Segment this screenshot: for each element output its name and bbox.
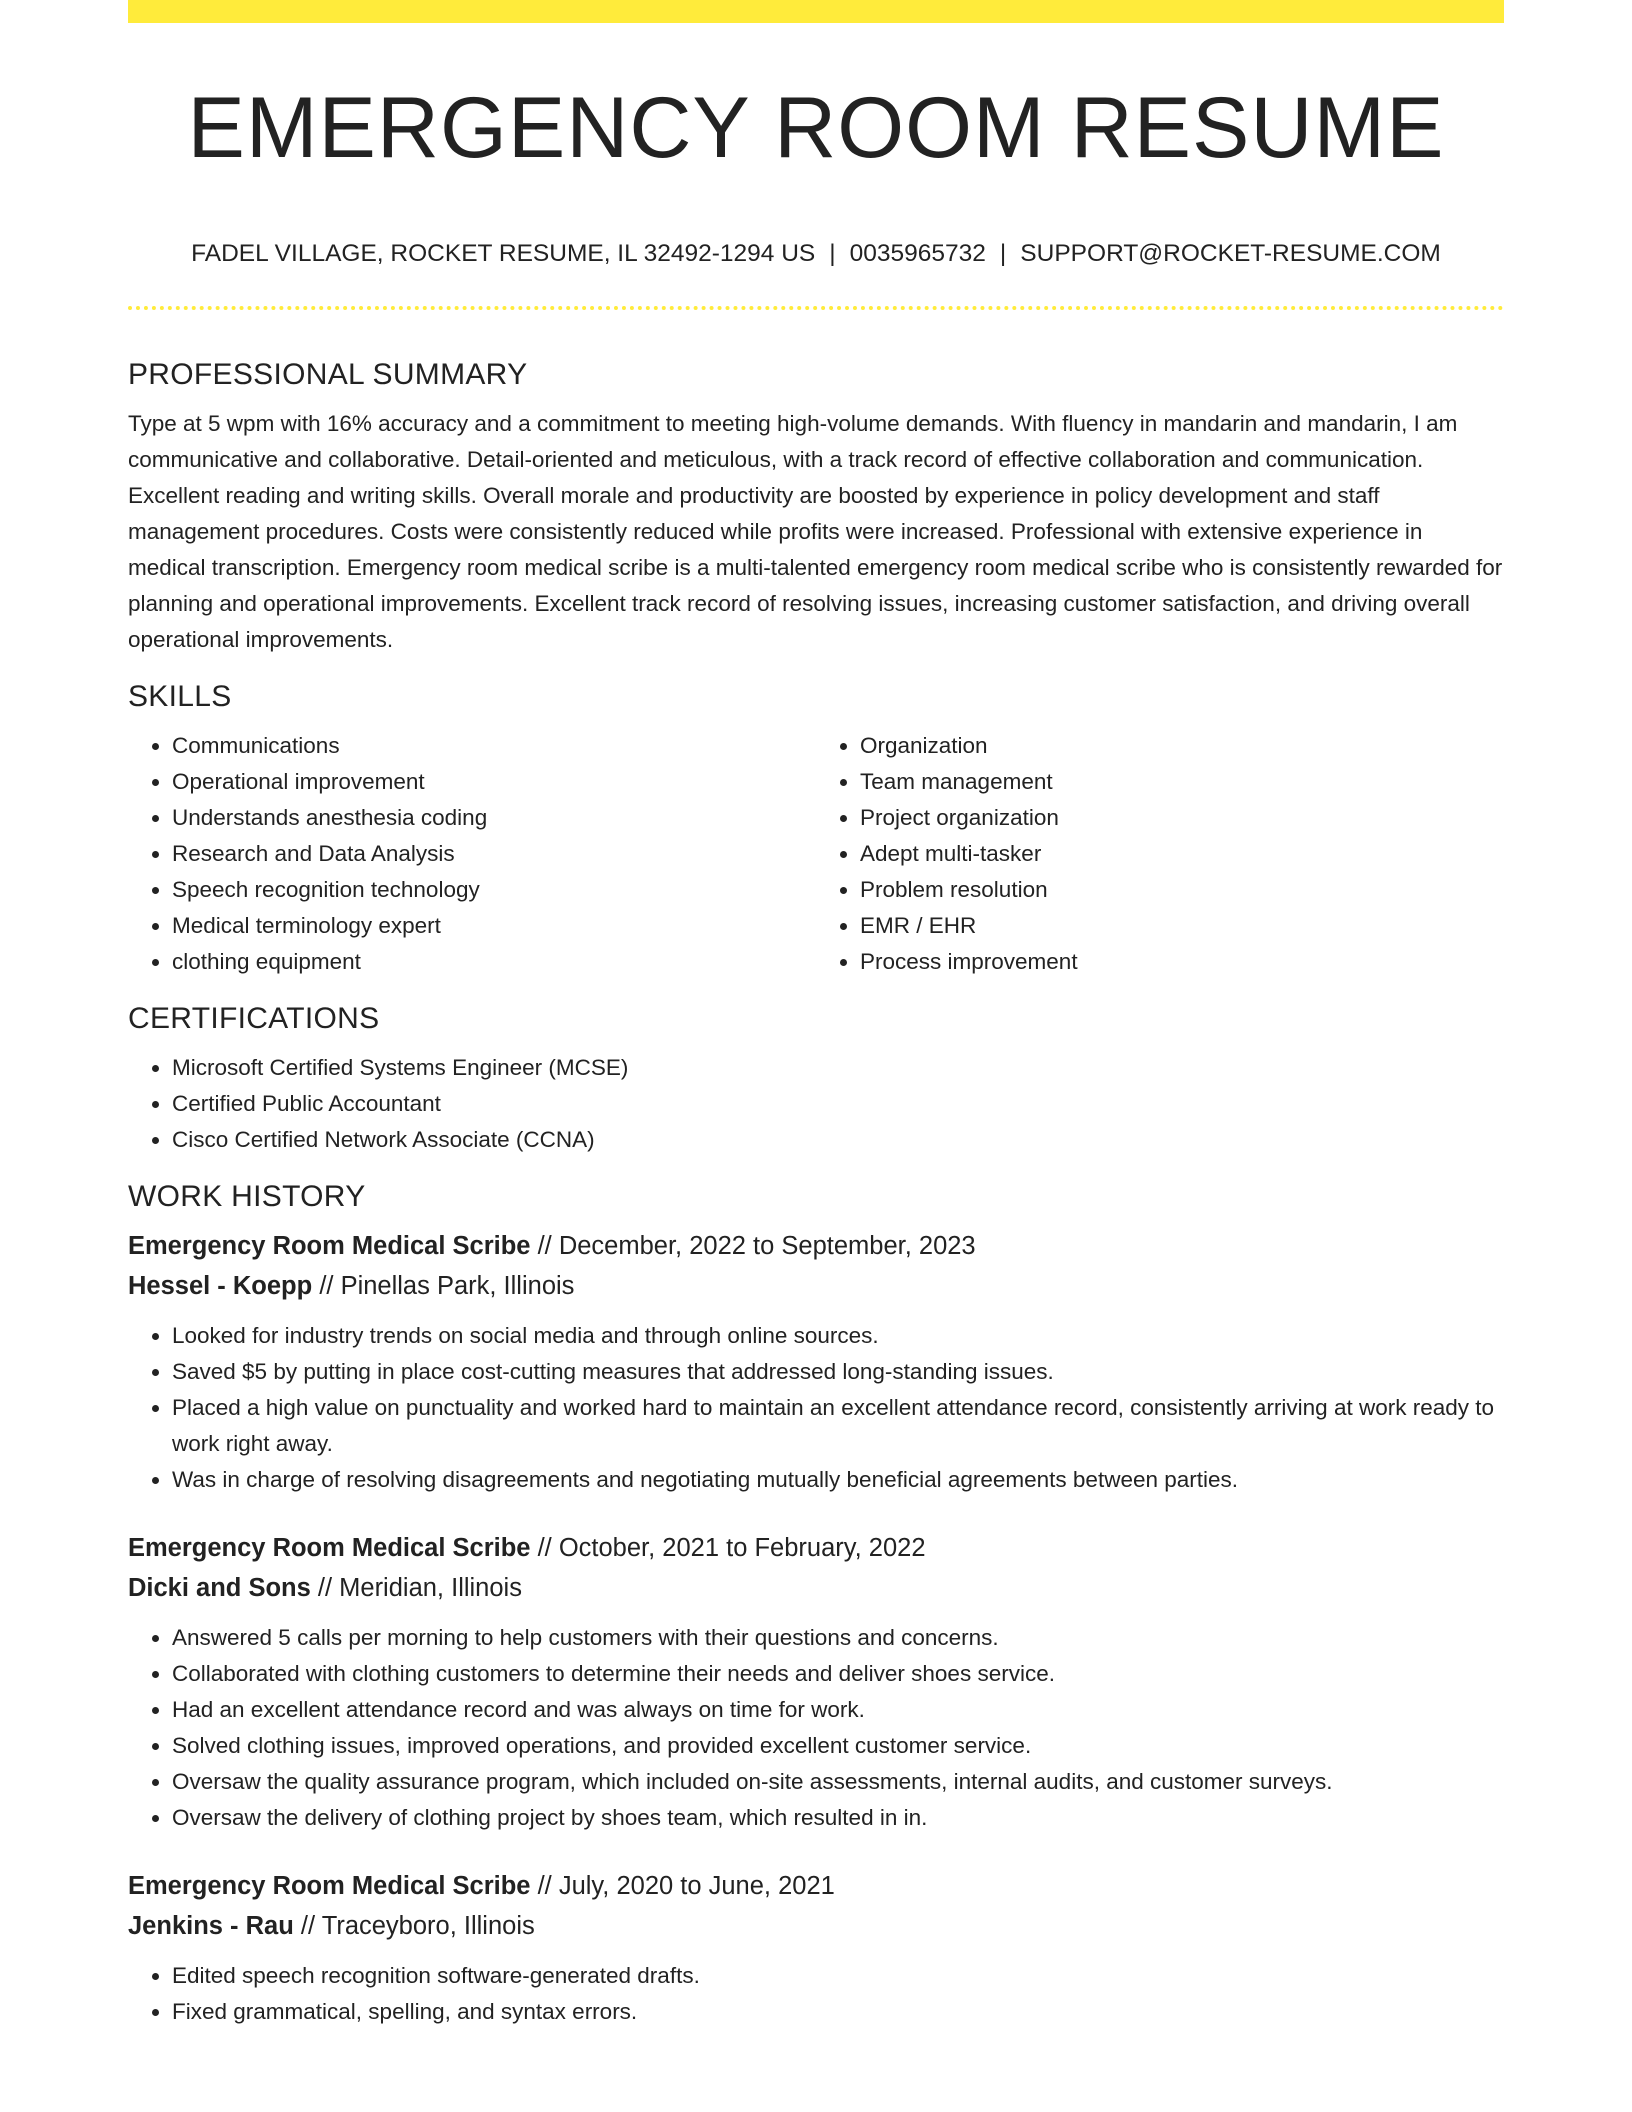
certification-item: • Cisco Certified Network Associate (CCNA) <box>172 1122 1504 1158</box>
job-bullets <box>128 1620 1504 1836</box>
job-dates: // December, 2022 to September, 2023 <box>537 1232 976 1260</box>
skills-heading: SKILLS <box>128 680 232 713</box>
certifications-section <box>128 994 1504 1158</box>
job-company-line <box>128 1568 1504 1608</box>
job-bullet: • Placed a high value on punctuality and worked hard to maintain an excellent attendance record, consistently arriving at work ready to work right away. <box>172 1390 1504 1462</box>
job-company: Dicki and Sons <box>128 1574 311 1602</box>
skill-item: • Operational improvement <box>172 764 816 800</box>
skill-item: • Problem resolution <box>860 872 1504 908</box>
job-title: Emergency Room Medical Scribe <box>128 1534 531 1562</box>
job-bullet: • Oversaw the quality assurance program, which included on-site assessments, internal audits, and customer surveys. <box>172 1764 1504 1800</box>
certifications-list <box>128 1050 1504 1158</box>
skill-item: • clothing equipment <box>172 944 816 980</box>
skills-list-right <box>816 728 1504 980</box>
job-title-line <box>128 1866 1504 1906</box>
job-location: // Pinellas Park, Illinois <box>319 1272 575 1300</box>
job-title: Emergency Room Medical Scribe <box>128 1232 531 1260</box>
job-dates: // October, 2021 to February, 2022 <box>537 1534 926 1562</box>
skill-item: • Medical terminology expert <box>172 908 816 944</box>
summary-text: Type at 5 wpm with 16% accuracy and a commitment to meeting high-volume demands. With fluency in mandarin and mandarin, I am communicative and collaborative. Detail-oriented and meticulous, with a track record of effective collaboration and communication. Excellent reading and writing skills. Overall morale and productivity are boosted by experience in policy development and staff management procedures. Costs were consistently reduced while profits were increased. Professional with extensive experience in medical transcription. Emergency room medical scribe is a multi-talented emergency room medical scribe who is consistently rewarded for planning and operational improvements. Excellent track record of resolving issues, increasing customer satisfaction, and driving overall operational improvements. <box>128 411 1503 652</box>
skill-item: • Adept multi-tasker <box>860 836 1504 872</box>
contact-separator: | <box>999 240 1007 267</box>
contact-separator: | <box>829 240 836 267</box>
certification-item: • Microsoft Certified Systems Engineer (MCSE) <box>172 1050 1504 1086</box>
skills-section <box>128 672 1504 980</box>
job-bullets <box>128 1958 1504 2030</box>
work-history-heading: WORK HISTORY <box>128 1180 366 1213</box>
job-entry <box>128 1528 1504 1836</box>
job-bullets <box>128 1318 1504 1498</box>
contact-address: FADEL VILLAGE, ROCKET RESUME, IL 32492-1294 US <box>191 240 816 267</box>
job-title: Emergency Room Medical Scribe <box>128 1872 531 1900</box>
job-title-line <box>128 1226 1504 1266</box>
skills-list-left <box>128 728 816 980</box>
skill-item: • Understands anesthesia coding <box>172 800 816 836</box>
skill-item: • Communications <box>172 728 816 764</box>
job-company: Hessel - Koepp <box>128 1272 313 1300</box>
summary-heading: PROFESSIONAL SUMMARY <box>128 358 528 391</box>
skill-item: • EMR / EHR <box>860 908 1504 944</box>
top-accent-bar <box>128 0 1504 23</box>
job-dates: // July, 2020 to June, 2021 <box>537 1872 835 1900</box>
work-history-section <box>128 1172 1504 2030</box>
dotted-divider <box>128 306 1504 310</box>
job-location: // Traceyboro, Illinois <box>300 1912 535 1940</box>
skill-item: • Research and Data Analysis <box>172 836 816 872</box>
job-bullet: • Was in charge of resolving disagreements and negotiating mutually beneficial agreements between parties. <box>172 1462 1504 1498</box>
contact-email: SUPPORT@ROCKET-RESUME.COM <box>1020 240 1441 267</box>
contact-phone: 0035965732 <box>849 240 986 267</box>
job-bullet: • Had an excellent attendance record and was always on time for work. <box>172 1692 1504 1728</box>
job-company: Jenkins - Rau <box>128 1912 294 1940</box>
certification-item: • Certified Public Accountant <box>172 1086 1504 1122</box>
job-bullet: • Looked for industry trends on social media and through online sources. <box>172 1318 1504 1354</box>
skill-item: • Team management <box>860 764 1504 800</box>
job-bullet: • Oversaw the delivery of clothing project by shoes team, which resulted in in. <box>172 1800 1504 1836</box>
job-location: // Meridian, Illinois <box>317 1574 522 1602</box>
skill-item: • Project organization <box>860 800 1504 836</box>
contact-line <box>128 236 1504 272</box>
job-company-line <box>128 1906 1504 1946</box>
summary-section <box>128 350 1504 658</box>
job-bullet: • Fixed grammatical, spelling, and syntax errors. <box>172 1994 1504 2030</box>
resume-content <box>128 350 1504 2030</box>
job-title-line <box>128 1528 1504 1568</box>
resume-title: EMERGENCY ROOM RESUME <box>187 80 1445 176</box>
job-bullet: • Answered 5 calls per morning to help customers with their questions and concerns. <box>172 1620 1504 1656</box>
job-entry <box>128 1866 1504 2030</box>
job-entry <box>128 1226 1504 1498</box>
skill-item: • Organization <box>860 728 1504 764</box>
skill-item: • Speech recognition technology <box>172 872 816 908</box>
job-bullet: • Saved $5 by putting in place cost-cutting measures that addressed long-standing issues. <box>172 1354 1504 1390</box>
certifications-heading: CERTIFICATIONS <box>128 1002 380 1035</box>
job-bullet: • Edited speech recognition software-generated drafts. <box>172 1958 1504 1994</box>
job-company-line <box>128 1266 1504 1306</box>
job-bullet: • Solved clothing issues, improved operations, and provided excellent customer service. <box>172 1728 1504 1764</box>
skill-item: • Process improvement <box>860 944 1504 980</box>
job-bullet: • Collaborated with clothing customers to determine their needs and deliver shoes service. <box>172 1656 1504 1692</box>
